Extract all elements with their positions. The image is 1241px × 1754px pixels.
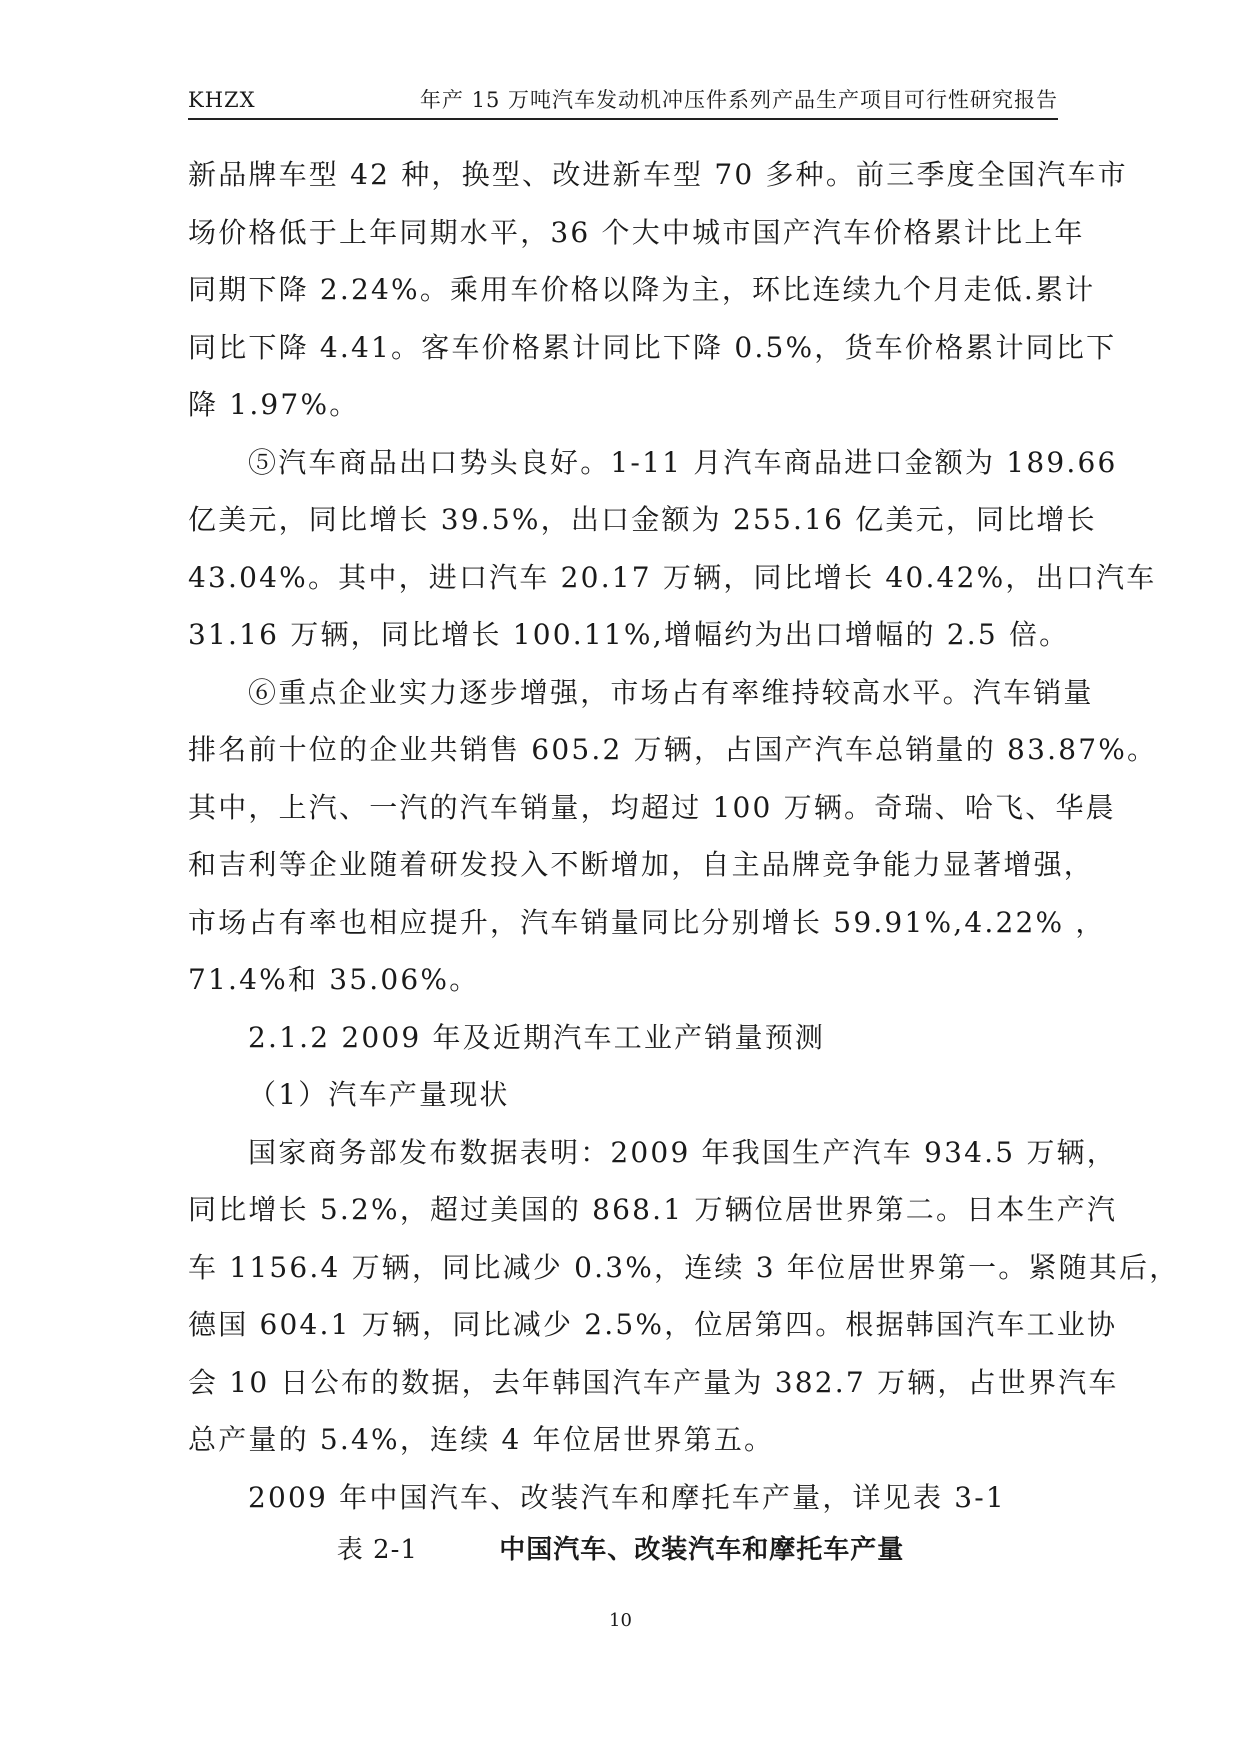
text-line: ⑥重点企业实力逐步增强，市场占有率维持较高水平。汽车销量 <box>248 675 1094 709</box>
paragraph-export <box>188 434 1157 664</box>
text-line: 其中，上汽、一汽的汽车销量，均超过 100 万辆。奇瑞、哈飞、华晨 <box>188 790 1116 824</box>
text-line: 同比下降 4.41。客车价格累计同比下降 0.5%，货车价格累计同比下 <box>188 330 1117 364</box>
paragraph-price-trend <box>188 146 1128 434</box>
page-number: 10 <box>609 1610 632 1631</box>
text-line: 国家商务部发布数据表明：2009 年我国生产汽车 934.5 万辆， <box>248 1135 1117 1169</box>
text-line: 2009 年中国汽车、改装汽车和摩托车产量，详见表 3-1 <box>248 1480 1006 1514</box>
heading-text: 2.1.2 2009 年及近期汽车工业产销量预测 <box>248 1020 826 1054</box>
text-line: 71.4%和 35.06%。 <box>188 963 480 996</box>
text-line: 43.04%。其中，进口汽车 20.17 万辆，同比增长 40.42%，出口汽车 <box>188 560 1157 594</box>
text-line: 会 10 日公布的数据，去年韩国汽车产量为 382.7 万辆，占世界汽车 <box>188 1365 1119 1399</box>
text-line: 降 1.97%。 <box>188 388 360 421</box>
table-title: 中国汽车、改装汽车和摩托车产量 <box>499 1535 905 1565</box>
text-line: 车 1156.4 万辆，同比减少 0.3%，连续 3 年位居世界第一。紧随其后， <box>188 1250 1180 1284</box>
text-line: 总产量的 5.4%，连续 4 年位居世界第五。 <box>188 1423 775 1456</box>
text-line: 德国 604.1 万辆，同比减少 2.5%，位居第四。根据韩国汽车工业协 <box>188 1308 1118 1341</box>
text-line: 新品牌车型 42 种，换型、改进新车型 70 多种。前三季度全国汽车市 <box>188 158 1128 191</box>
table-number: 表 2-1 <box>336 1535 418 1565</box>
table-caption <box>0 1534 1241 1566</box>
text-line: 亿美元，同比增长 39.5%，出口金额为 255.16 亿美元，同比增长 <box>188 503 1097 536</box>
paragraph-production-status <box>188 1124 1180 1469</box>
paragraph-table-reference <box>188 1469 1063 1527</box>
paragraph-key-enterprises <box>188 664 1158 1009</box>
text-line: ⑤汽车商品出口势头良好。1-11 月汽车商品进口金额为 189.66 <box>248 445 1118 479</box>
body-text <box>188 146 1180 1526</box>
text-line: 市场占有率也相应提升，汽车销量同比分别增长 59.91%,4.22% ， <box>188 905 1106 939</box>
page-header <box>188 86 1058 120</box>
text-line: 排名前十位的企业共销售 605.2 万辆，占国产汽车总销量的 83.87%。 <box>188 733 1158 766</box>
text-line: 31.16 万辆，同比增长 100.11%,增幅约为出口增幅的 2.5 倍。 <box>188 618 1070 651</box>
text-line: 同比增长 5.2%，超过美国的 868.1 万辆位居世界第二。日本生产汽 <box>188 1193 1118 1226</box>
heading-text: （1）汽车产量现状 <box>248 1078 510 1111</box>
text-line: 场价格低于上年同期水平，36 个大中城市国产汽车价格累计比上年 <box>188 215 1085 249</box>
header-report-title: 年产 15 万吨汽车发动机冲压件系列产品生产项目可行性研究报告 <box>419 88 1058 112</box>
subsection-heading <box>188 1066 1063 1124</box>
header-code: KHZX <box>188 88 256 112</box>
text-line: 同期下降 2.24%。乘用车价格以降为主，环比连续九个月走低.累计 <box>188 273 1096 306</box>
section-heading <box>188 1009 1063 1067</box>
text-line: 和吉利等企业随着研发投入不断增加，自主品牌竞争能力显著增强， <box>188 848 1095 881</box>
